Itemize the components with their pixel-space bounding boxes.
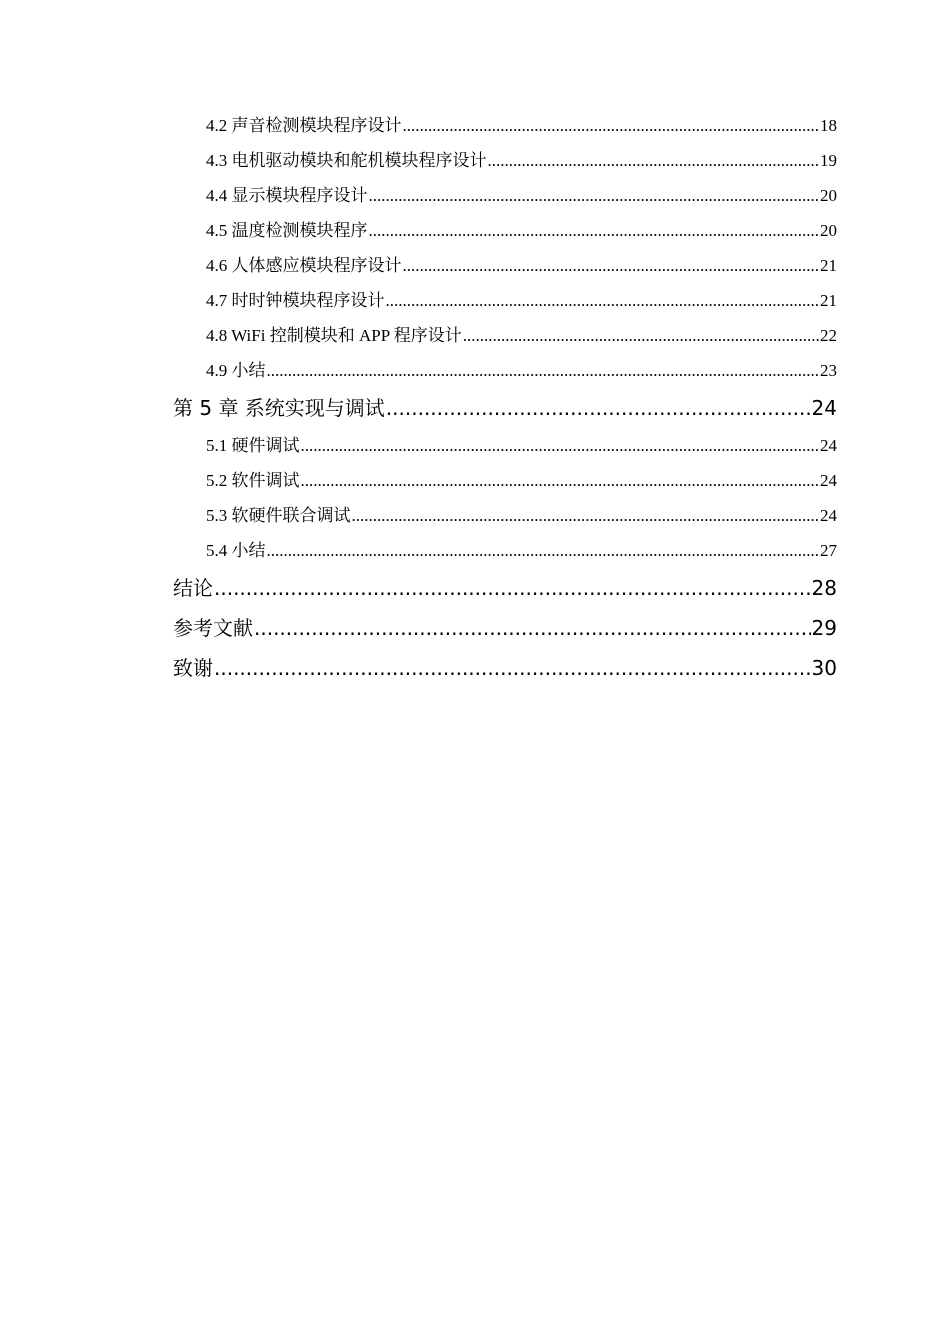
- toc-entry-title: 参考文献: [173, 616, 253, 640]
- toc-entry-title: 4.9 小结: [206, 361, 266, 380]
- toc-dot-leader: [369, 178, 820, 213]
- toc-dot-leader: [488, 143, 820, 178]
- toc-entry-page: 24: [820, 506, 837, 525]
- toc-entry-acknowledgements[interactable]: [173, 648, 837, 688]
- toc-entry-5-1[interactable]: [173, 428, 837, 463]
- toc-dot-leader: [369, 213, 820, 248]
- toc-entry-conclusion[interactable]: [173, 568, 837, 608]
- toc-entry-title: 致谢: [173, 656, 213, 680]
- toc-dot-leader: [386, 283, 820, 318]
- toc-entry-title: 4.5 温度检测模块程序: [206, 221, 368, 240]
- toc-entry-page: 21: [820, 256, 837, 275]
- toc-entry-page: 21: [820, 291, 837, 310]
- toc-entry-page: 30: [811, 656, 837, 680]
- toc-entry-references[interactable]: [173, 608, 837, 648]
- toc-entry-title: 5.4 小结: [206, 541, 266, 560]
- toc-entry-page: 27: [820, 541, 837, 560]
- table-of-contents: [173, 108, 837, 688]
- toc-entry-title: 5.3 软硬件联合调试: [206, 506, 351, 525]
- toc-entry-title: 4.7 时时钟模块程序设计: [206, 291, 385, 310]
- toc-entry-4-2[interactable]: [173, 108, 837, 143]
- toc-entry-page: 20: [820, 186, 837, 205]
- toc-dot-leader: [214, 568, 811, 608]
- toc-entry-4-6[interactable]: [173, 248, 837, 283]
- toc-entry-4-3[interactable]: [173, 143, 837, 178]
- toc-entry-chapter-5[interactable]: [173, 388, 837, 428]
- toc-entry-title: 4.6 人体感应模块程序设计: [206, 256, 402, 275]
- toc-dot-leader: [352, 498, 820, 533]
- toc-entry-title: 4.3 电机驱动模块和舵机模块程序设计: [206, 151, 487, 170]
- toc-entry-title: 5.2 软件调试: [206, 471, 300, 490]
- toc-entry-page: 19: [820, 151, 837, 170]
- toc-entry-title: 4.8 WiFi 控制模块和 APP 程序设计: [206, 326, 462, 345]
- toc-entry-title: 5.1 硬件调试: [206, 436, 300, 455]
- toc-entry-page: 18: [820, 116, 837, 135]
- toc-dot-leader: [301, 428, 820, 463]
- toc-dot-leader: [214, 648, 811, 688]
- toc-entry-page: 23: [820, 361, 837, 380]
- toc-entry-5-4[interactable]: [173, 533, 837, 568]
- toc-entry-5-3[interactable]: [173, 498, 837, 533]
- toc-dot-leader: [386, 388, 811, 428]
- toc-entry-title: 结论: [173, 576, 213, 600]
- toc-entry-4-9[interactable]: [173, 353, 837, 388]
- toc-entry-4-8[interactable]: [173, 318, 837, 353]
- toc-entry-title: 4.4 显示模块程序设计: [206, 186, 368, 205]
- toc-entry-page: 29: [811, 616, 837, 640]
- toc-entry-title: 4.2 声音检测模块程序设计: [206, 116, 402, 135]
- toc-entry-page: 22: [820, 326, 837, 345]
- toc-entry-5-2[interactable]: [173, 463, 837, 498]
- toc-entry-4-7[interactable]: [173, 283, 837, 318]
- toc-dot-leader: [403, 108, 820, 143]
- toc-entry-page: 24: [820, 436, 837, 455]
- toc-entry-page: 24: [811, 396, 837, 420]
- toc-entry-page: 28: [811, 576, 837, 600]
- toc-entry-page: 24: [820, 471, 837, 490]
- toc-dot-leader: [301, 463, 820, 498]
- toc-entry-4-4[interactable]: [173, 178, 837, 213]
- toc-entry-title: 第 5 章 系统实现与调试: [173, 396, 385, 420]
- toc-dot-leader: [267, 533, 820, 568]
- toc-dot-leader: [267, 353, 820, 388]
- toc-entry-page: 20: [820, 221, 837, 240]
- toc-dot-leader: [403, 248, 820, 283]
- toc-dot-leader: [254, 608, 811, 648]
- toc-dot-leader: [463, 318, 819, 353]
- toc-entry-4-5[interactable]: [173, 213, 837, 248]
